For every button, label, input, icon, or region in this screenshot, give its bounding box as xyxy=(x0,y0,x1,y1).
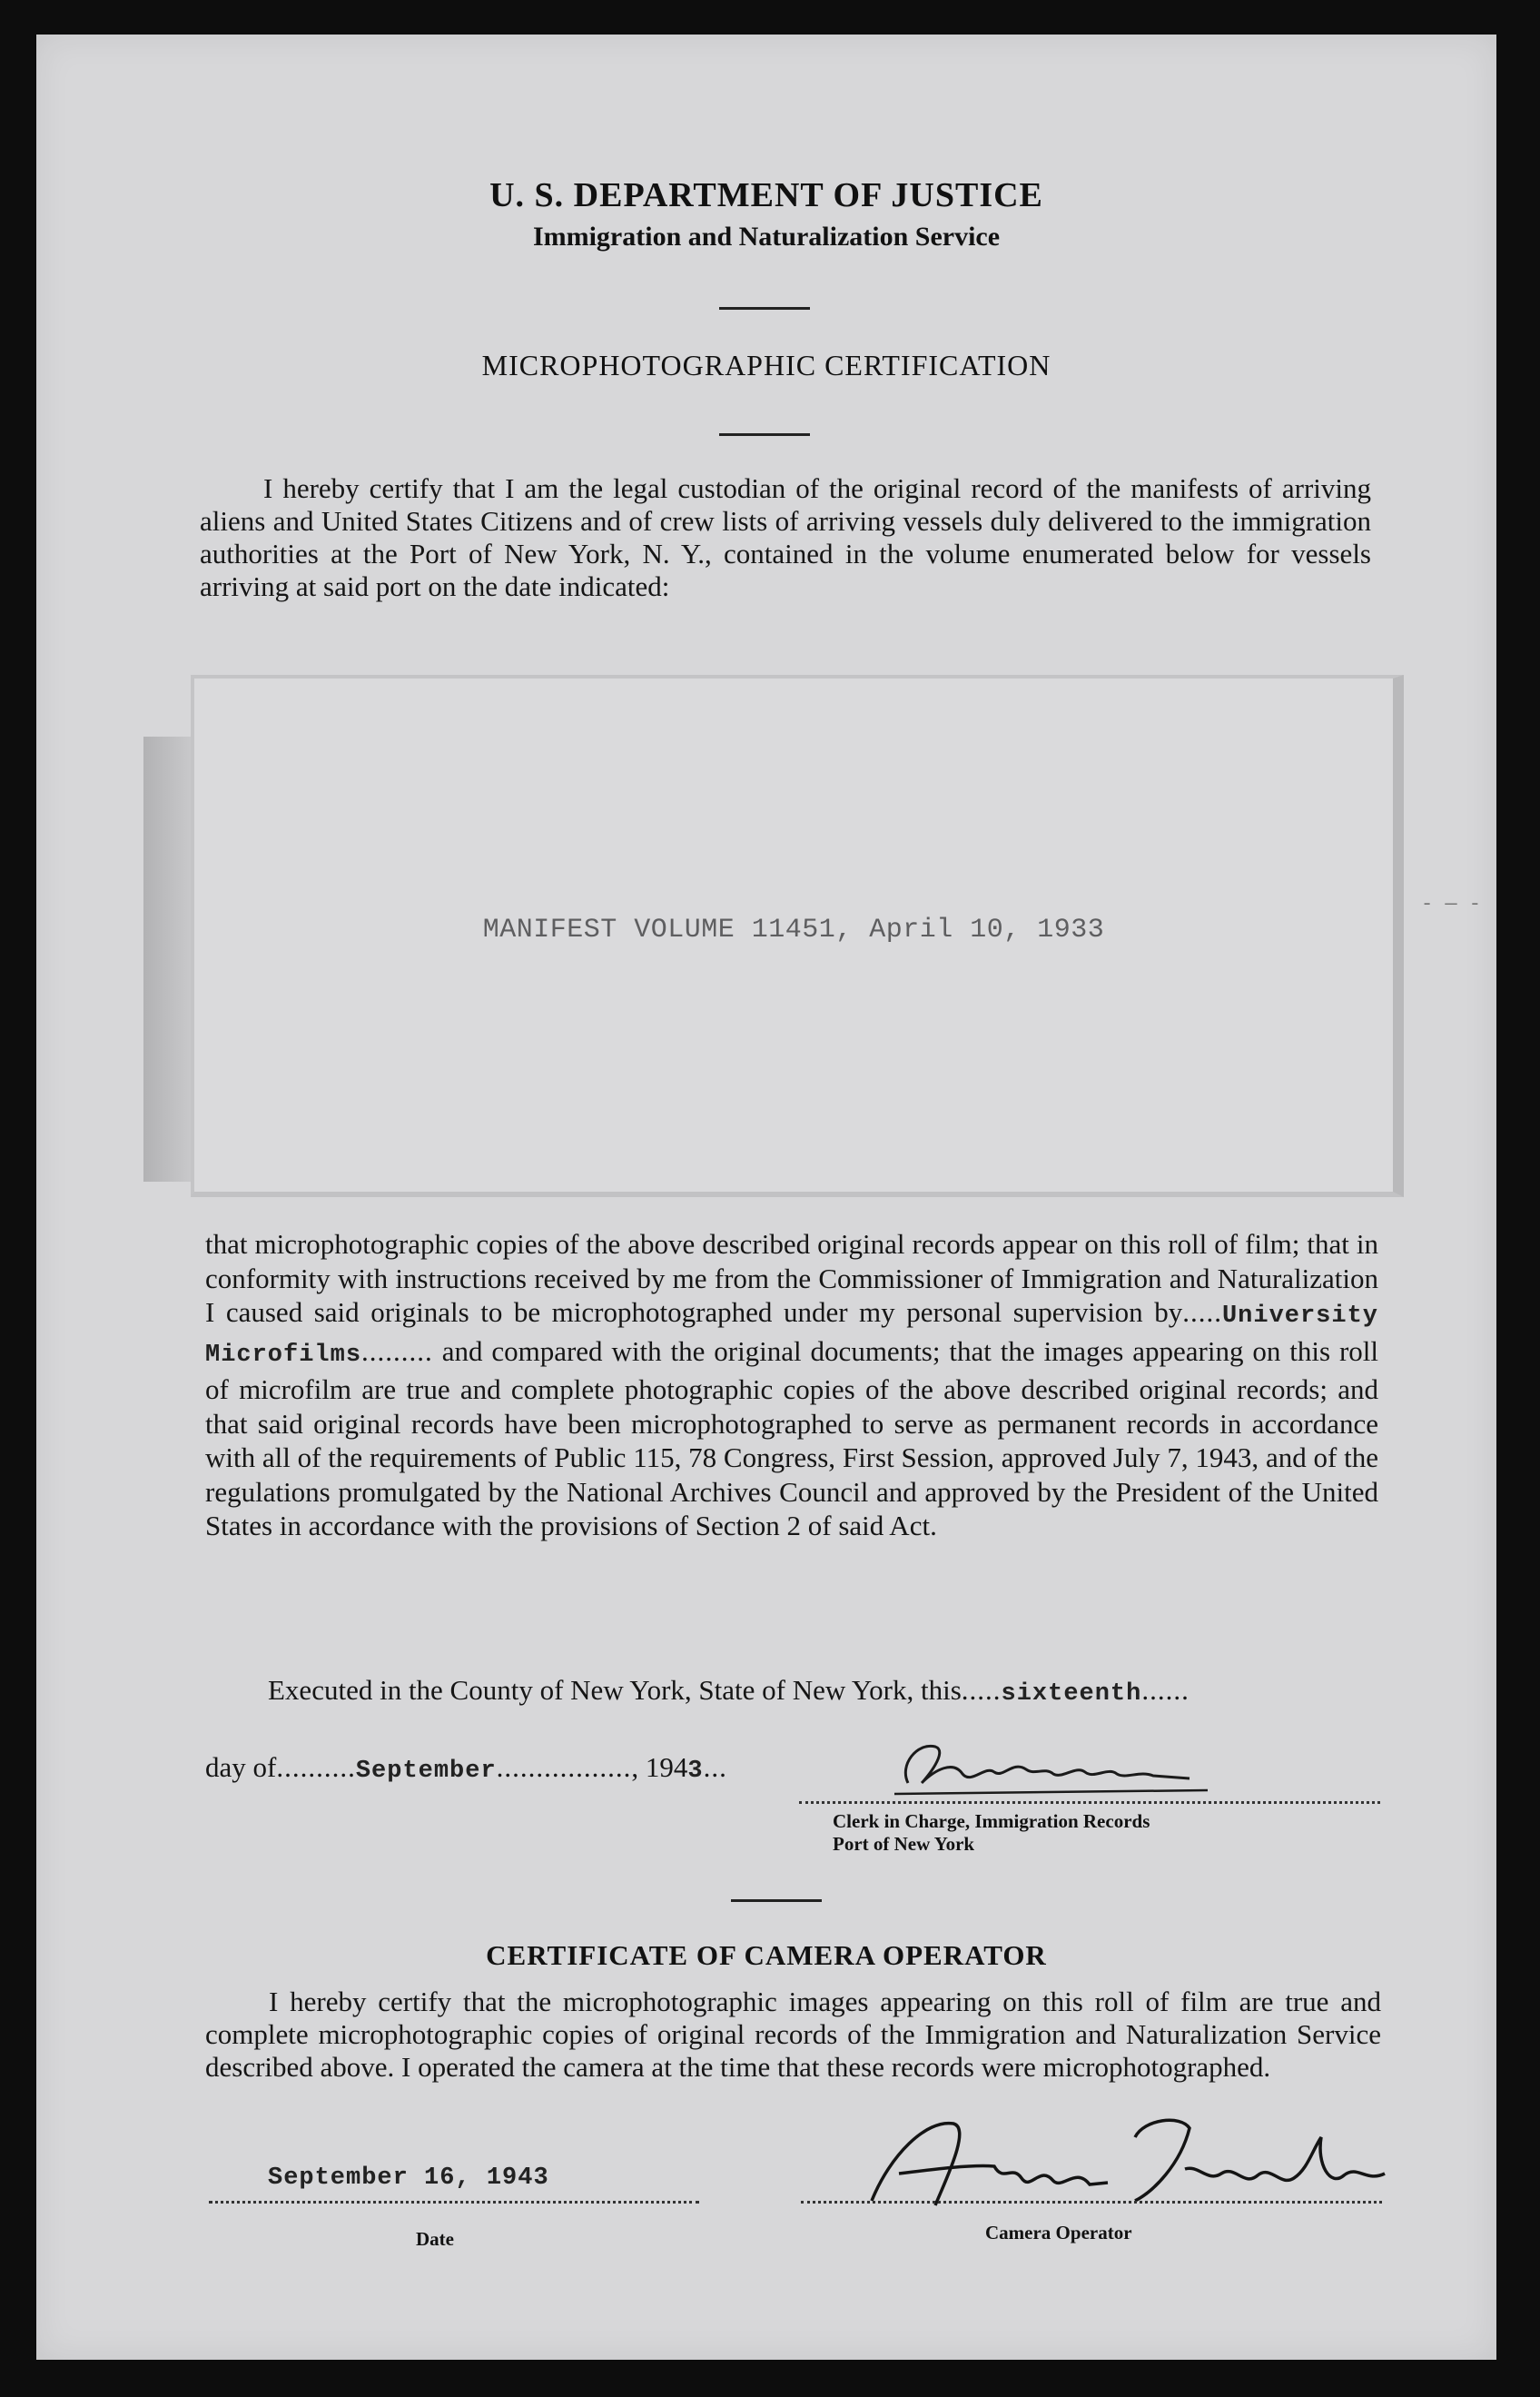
certification-title: MICROPHOTOGRAPHIC CERTIFICATION xyxy=(481,349,1051,381)
clerk-signature-line xyxy=(799,1792,1380,1804)
camera-operator-signature xyxy=(835,2101,1398,2228)
divider xyxy=(731,1899,822,1902)
fill-dots: ..... xyxy=(961,1674,1002,1706)
service-subheading: Immigration and Naturalization Service xyxy=(532,222,1001,252)
clerk-title-line2: Port of New York xyxy=(833,1833,975,1855)
camera-operator-paragraph: I hereby certify that the microphotographic images appearing on this roll of film are true and complete microphotographic copies of original records of the Immigration and Naturalization Service described above. I operated the camera at the time that these records were microphotographed. xyxy=(205,1986,1381,2083)
date-line xyxy=(209,2192,699,2204)
certificate-page xyxy=(36,35,1496,2360)
fill-dots: ... xyxy=(703,1751,727,1783)
certificate-date-value: September 16, 1943 xyxy=(268,2164,549,2192)
camera-operator-signature-line xyxy=(801,2192,1382,2204)
divider xyxy=(719,433,810,436)
day-of-line xyxy=(205,1751,841,1788)
fill-dots: ..... xyxy=(1182,1296,1222,1328)
day-value: sixteenth xyxy=(1001,1680,1142,1708)
fill-dots: ................. xyxy=(496,1751,632,1783)
camera-operator-label: Camera Operator xyxy=(985,2222,1132,2243)
inset-card-shadow xyxy=(143,737,194,1182)
copies-text-after: and compared with the original documents; that the images appearing on this roll of microfilm are true and complete photographic copies of the above described original records; and that said original records have been microphotographed to serve as permanent records in accordance with all of the requirements of Public 115, 78 Congress, First Session, approved July 7, 1943, and of the regulations promulgated by the National Archives Council and approved by the President of the United States in accordance with the provisions of Section 2 of said Act. xyxy=(205,1334,1378,1541)
manifest-volume-text: MANIFEST VOLUME 11451, April 10, 1933 xyxy=(482,915,1105,946)
divider xyxy=(719,307,810,310)
camera-operator-heading: CERTIFICATE OF CAMERA OPERATOR xyxy=(486,1939,1047,1971)
clerk-title xyxy=(833,1810,1150,1856)
fill-dots: .......... xyxy=(276,1751,356,1783)
copies-text-before: that microphotographic copies of the above described original records appear on this roll of film; that in conformity with instructions received by me from the Commissioner of Immigration and Naturalization I caused said originals to be microphotographed under my personal supervision by xyxy=(205,1228,1378,1328)
executed-text: Executed in the County of New York, State of New York, this xyxy=(268,1674,962,1706)
custodian-paragraph: I hereby certify that I am the legal custodian of the original record of the manifests of arriving aliens and United States Citizens and of crew lists of arriving vessels duly delivered to the immigration authorities at the Port of New York, N. Y., contained in the volume enumerated below for vessels arriving at said port on the date indicated: xyxy=(200,472,1371,602)
fill-dots: ...... xyxy=(1141,1674,1190,1706)
day-of-label: day of xyxy=(205,1751,277,1783)
fill-dots: ......... xyxy=(361,1334,433,1367)
executed-line xyxy=(268,1674,1380,1710)
month-value: September xyxy=(355,1758,497,1785)
edge-mark: - — - xyxy=(1421,893,1482,916)
clerk-title-line1: Clerk in Charge, Immigration Records xyxy=(833,1810,1150,1832)
year-digit: 3 xyxy=(687,1758,704,1785)
year-prefix: , 194 xyxy=(631,1751,688,1783)
copies-paragraph xyxy=(205,1227,1378,1543)
date-label: Date xyxy=(416,2228,454,2250)
manifest-inset-card xyxy=(191,675,1404,1197)
photographer-name: University Microfilms xyxy=(205,1303,1378,1369)
department-heading: U. S. DEPARTMENT OF JUSTICE xyxy=(489,176,1043,214)
